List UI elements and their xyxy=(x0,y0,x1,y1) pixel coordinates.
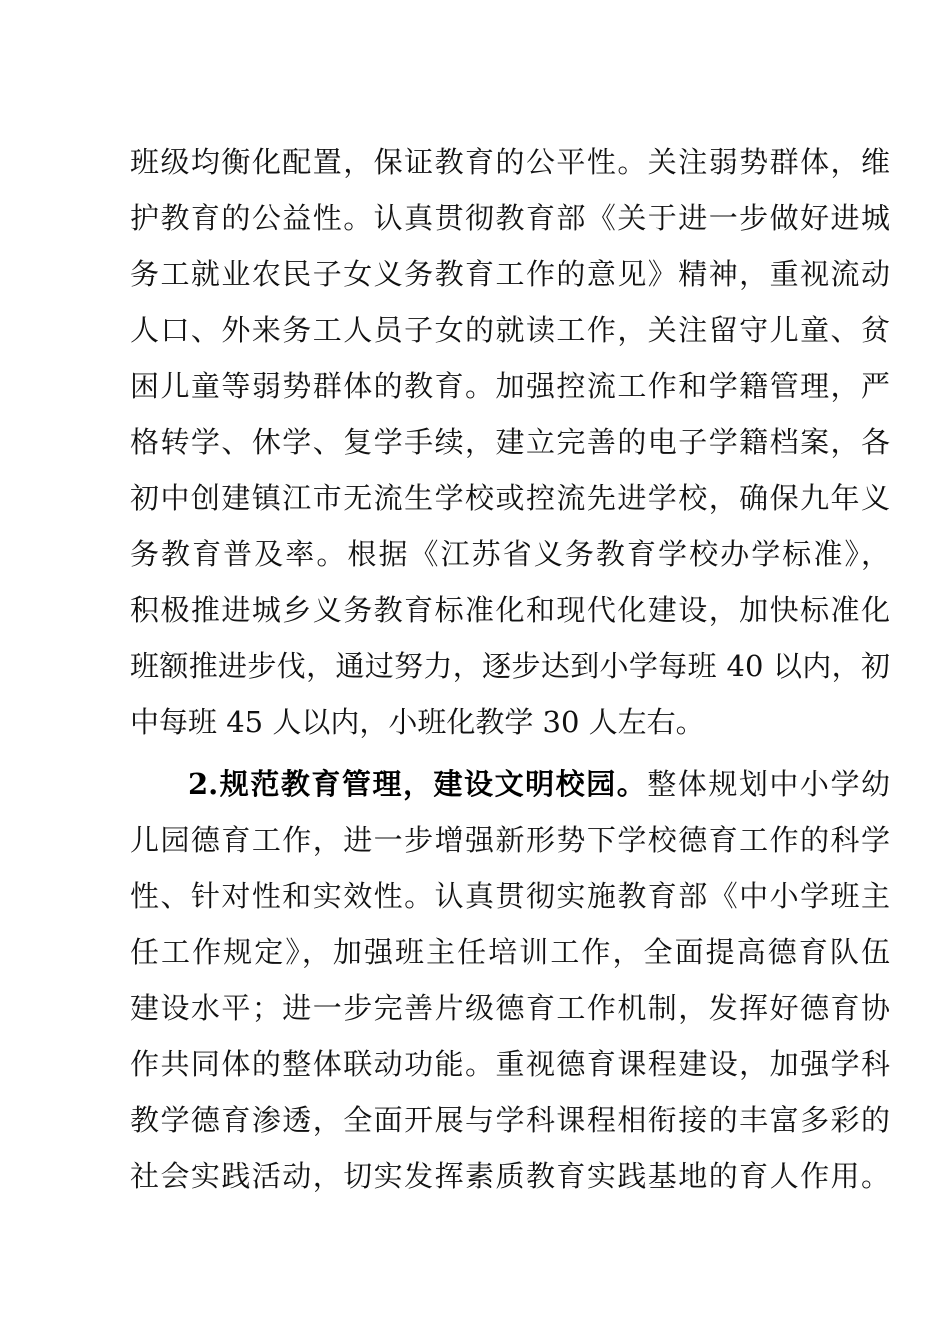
text-line: 困儿童等弱势群体的教育。加强控流工作和学籍管理，严 xyxy=(130,369,890,403)
section-heading: 2.规范教育管理，建设文明校园。 xyxy=(188,767,648,801)
text-line: 积极推进城乡义务教育标准化和现代化建设，加快标准化 xyxy=(130,593,890,627)
text-line: 务工就业农民子女义务教育工作的意见》精神，重视流动 xyxy=(130,257,890,291)
text-line: 建设水平；进一步完善片级德育工作机制，发挥好德育协 xyxy=(130,991,890,1025)
first-line-text: 整体规划中小学幼 xyxy=(647,767,890,801)
text-line: 护教育的公益性。认真贯彻教育部《关于进一步做好进城 xyxy=(130,201,890,235)
text-line: 格转学、休学、复学手续，建立完善的电子学籍档案，各 xyxy=(130,425,890,459)
text-line: 中每班 45 人以内，小班化教学 30 人左右。 xyxy=(130,705,705,739)
text-line: 性、针对性和实效性。认真贯彻实施教育部《中小学班主 xyxy=(130,879,890,913)
text-line: 任工作规定》，加强班主任培训工作，全面提高德育队伍 xyxy=(130,935,890,969)
text-line: 儿园德育工作，进一步增强新形势下学校德育工作的科学 xyxy=(130,823,890,857)
text-line: 人口、外来务工人员子女的就读工作，关注留守儿童、贫 xyxy=(130,313,890,347)
text-line: 务教育普及率。根据《江苏省义务教育学校办学标准》， xyxy=(130,537,890,571)
text-line: 班额推进步伐，通过努力，逐步达到小学每班 40 以内，初 xyxy=(130,649,890,683)
text-line: 作共同体的整体联动功能。重视德育课程建设，加强学科 xyxy=(130,1047,890,1081)
paragraph-2-first-line xyxy=(188,762,890,806)
text-line: 班级均衡化配置，保证教育的公平性。关注弱势群体，维 xyxy=(130,145,890,179)
text-line: 社会实践活动，切实发挥素质教育实践基地的育人作用。 xyxy=(130,1159,890,1193)
text-line: 教学德育渗透，全面开展与学科课程相衔接的丰富多彩的 xyxy=(130,1103,890,1137)
text-line: 初中创建镇江市无流生学校或控流先进学校，确保九年义 xyxy=(130,481,890,515)
